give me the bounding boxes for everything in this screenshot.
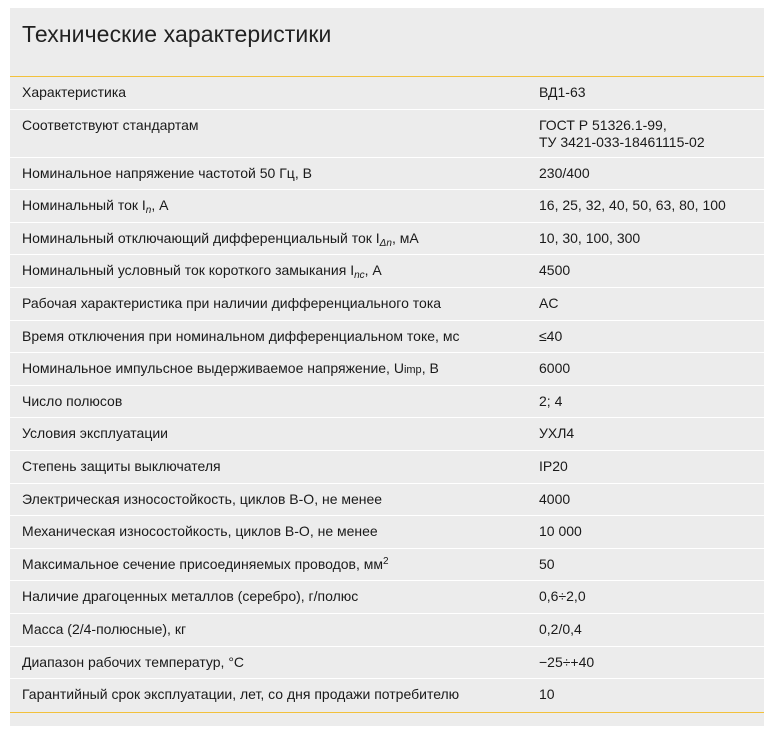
table-row [10,321,764,354]
table-row [10,288,764,321]
row-name: Номинальный ток $I_n$, А [22,197,169,217]
row-value: 10 [539,686,555,703]
page-title: Технические характеристики [22,21,332,47]
row-name: Номинальный условный ток короткого замыкания $I_{nc}$, А [22,262,382,282]
header-name: Характеристика [22,84,127,100]
table-row [10,386,764,419]
row-name: Номинальный отключающий дифференциальный ток $I_{\Delta n}$, мА [22,229,419,249]
row-name: Соответствуют стандартам [22,116,199,133]
table-row [10,614,764,647]
table-row [10,516,764,549]
row-name: Наличие драгоценных металлов (серебро), г/полюс [22,588,359,605]
table-row [10,110,764,158]
table-row [10,679,764,712]
spec-panel [10,8,764,726]
row-name: Масса (2/4-полюсные), кг [22,620,187,637]
table-header-row [10,77,764,110]
table-row [10,190,764,223]
table-row [10,223,764,256]
row-value: 0,6÷2,0 [539,588,586,605]
table-row [10,581,764,614]
row-name: Электрическая износостойкость, циклов В-О, не менее [22,490,383,507]
row-value: 10 000 [539,523,582,540]
row-name: Номинальное напряжение частотой 50 Гц, В [22,164,312,181]
table-row [10,451,764,484]
row-value: AC [539,294,559,311]
row-value: 50 [539,555,555,572]
row-name: Номинальное импульсное выдерживаемое напряжение, Uimp, В [22,360,439,377]
row-value: ≤40 [539,327,563,344]
row-name: Диапазон рабочих температур, °С [22,653,245,670]
row-value: 0,2/0,4 [539,620,582,637]
bottom-accent-rule [10,712,764,713]
row-value: 2; 4 [539,392,563,409]
row-value: 16, 25, 32, 40, 50, 63, 80, 100 [539,197,726,214]
row-name: Условия эксплуатации [22,425,168,442]
row-value: УХЛ4 [539,425,575,442]
table-row [10,647,764,680]
row-value: 4000 [539,490,571,507]
row-name: Механическая износостойкость, циклов В-О, не менее [22,523,378,540]
row-value: −25÷+40 [539,653,595,670]
row-name: Степень защиты выключателя [22,457,221,474]
row-name: Гарантийный срок эксплуатации, лет, со дня продажи потребителю [22,686,460,703]
table-row [10,418,764,451]
table-row [10,549,764,582]
table-row [10,158,764,191]
row-value: 4500 [539,262,571,279]
table-row [10,484,764,517]
row-value: 230/400 [539,164,590,181]
header-value: ВД1-63 [539,84,586,100]
row-name: Число полюсов [22,392,123,409]
row-value: ГОСТ Р 51326.1-99, ТУ 3421-033-18461115-02 [539,116,705,150]
row-name: Рабочая характеристика при наличии дифференциального тока [22,294,442,311]
row-value: 6000 [539,360,571,377]
row-name: Время отключения при номинальном дифференциальном токе, мс [22,327,460,344]
row-value: 10, 30, 100, 300 [539,229,641,246]
row-name: Максимальное сечение присоединяемых проводов, $мм^2$ [22,555,389,572]
table-row [10,353,764,386]
row-value: IP20 [539,457,568,474]
spec-table [10,77,764,712]
table-row [10,255,764,288]
